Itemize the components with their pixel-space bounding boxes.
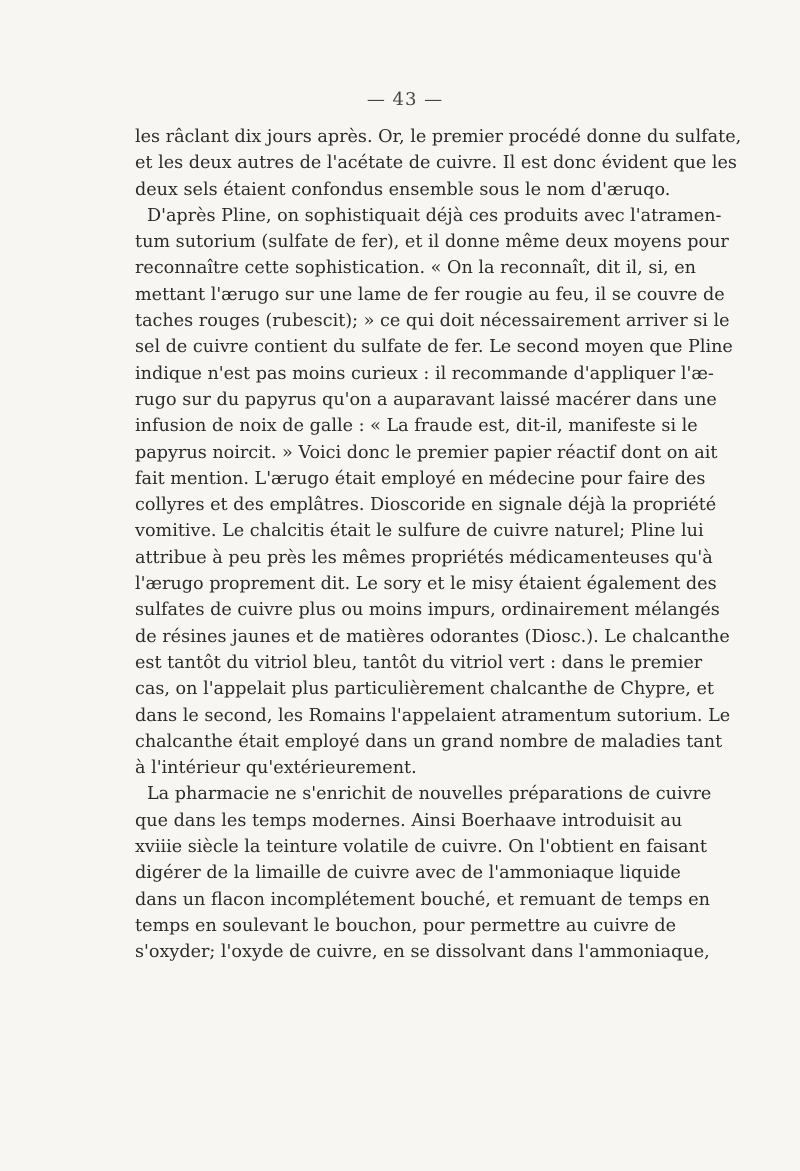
text-line: La pharmacie ne s'enrichit de nouvelles préparations de cuivre [147, 784, 712, 805]
page-number: — 43 — [366, 89, 444, 110]
text-line: chalcanthe était employé dans un grand nombre de maladies tant [135, 731, 723, 752]
text-line: xviiie siècle la teinture volatile de cuivre. On l'obtient en faisant [135, 837, 707, 858]
text-line: sulfates de cuivre plus ou moins impurs, ordinairement mélangés [135, 600, 720, 621]
text-line: attribue à peu près les mêmes propriétés médicamenteuses qu'à [135, 547, 713, 568]
text-line: cas, on l'appelait plus particulièrement chalcanthe de Chypre, et [135, 679, 714, 700]
text-line: temps en soulevant le bouchon, pour permettre au cuivre de [135, 915, 677, 936]
text-line: s'oxyder; l'oxyde de cuivre, en se dissolvant dans l'ammoniaque, [135, 942, 710, 963]
text-line: de résines jaunes et de matières odorantes (Diosc.). Le chalcanthe [135, 626, 730, 647]
text-line: digérer de la limaille de cuivre avec de l'ammoniaque liquide [135, 863, 681, 884]
text-line: papyrus noircit. » Voici donc le premier papier réactif dont on ait [135, 442, 718, 463]
text-line: rugo sur du papyrus qu'on a auparavant laissé macérer dans une [135, 389, 717, 410]
text-line: deux sels étaient confondus ensemble sous le nom d'æruqo. [135, 179, 671, 200]
text-line: indique n'est pas moins curieux : il recommande d'appliquer l'æ- [135, 363, 714, 384]
text-line: les râclant dix jours après. Or, le premier procédé donne du sulfate, [135, 127, 742, 147]
body-text [135, 124, 742, 966]
text-line: fait mention. L'ærugo était employé en médecine pour faire des [135, 468, 706, 489]
text-line: infusion de noix de galle : « La fraude est, dit-il, manifeste si le [135, 416, 698, 437]
text-line: D'après Pline, on sophistiquait déjà ces produits avec l'atramen- [147, 205, 722, 226]
text-line: taches rouges (rubescit); » ce qui doit nécessairement arriver si le [135, 311, 730, 332]
text-line: l'ærugo proprement dit. Le sory et le misy étaient également des [135, 574, 717, 595]
text-line: est tantôt du vitriol bleu, tantôt du vitriol vert : dans le premier [135, 652, 703, 673]
text-line: dans un flacon incomplétement bouché, et remuant de temps en [135, 889, 710, 910]
text-line: sel de cuivre contient du sulfate de fer. Le second moyen que Pline [135, 337, 733, 358]
text-line: tum sutorium (sulfate de fer), et il donne même deux moyens pour [135, 232, 729, 253]
text-line: reconnaître cette sophistication. « On la reconnaît, dit il, si, en [135, 258, 696, 279]
text-line: collyres et des emplâtres. Dioscoride en signale déjà la propriété [135, 495, 717, 516]
text-line: que dans les temps modernes. Ainsi Boerhaave introduisit au [135, 810, 683, 831]
text-line: et les deux autres de l'acétate de cuivre. Il est donc évident que les [135, 153, 737, 174]
text-line: dans le second, les Romains l'appelaient atramentum sutorium. Le [135, 705, 731, 726]
text-line: vomitive. Le chalcitis était le sulfure de cuivre naturel; Pline lui [135, 521, 704, 542]
text-line: mettant l'ærugo sur une lame de fer rougie au feu, il se couvre de [135, 284, 725, 305]
text-line: à l'intérieur qu'extérieurement. [135, 758, 417, 779]
